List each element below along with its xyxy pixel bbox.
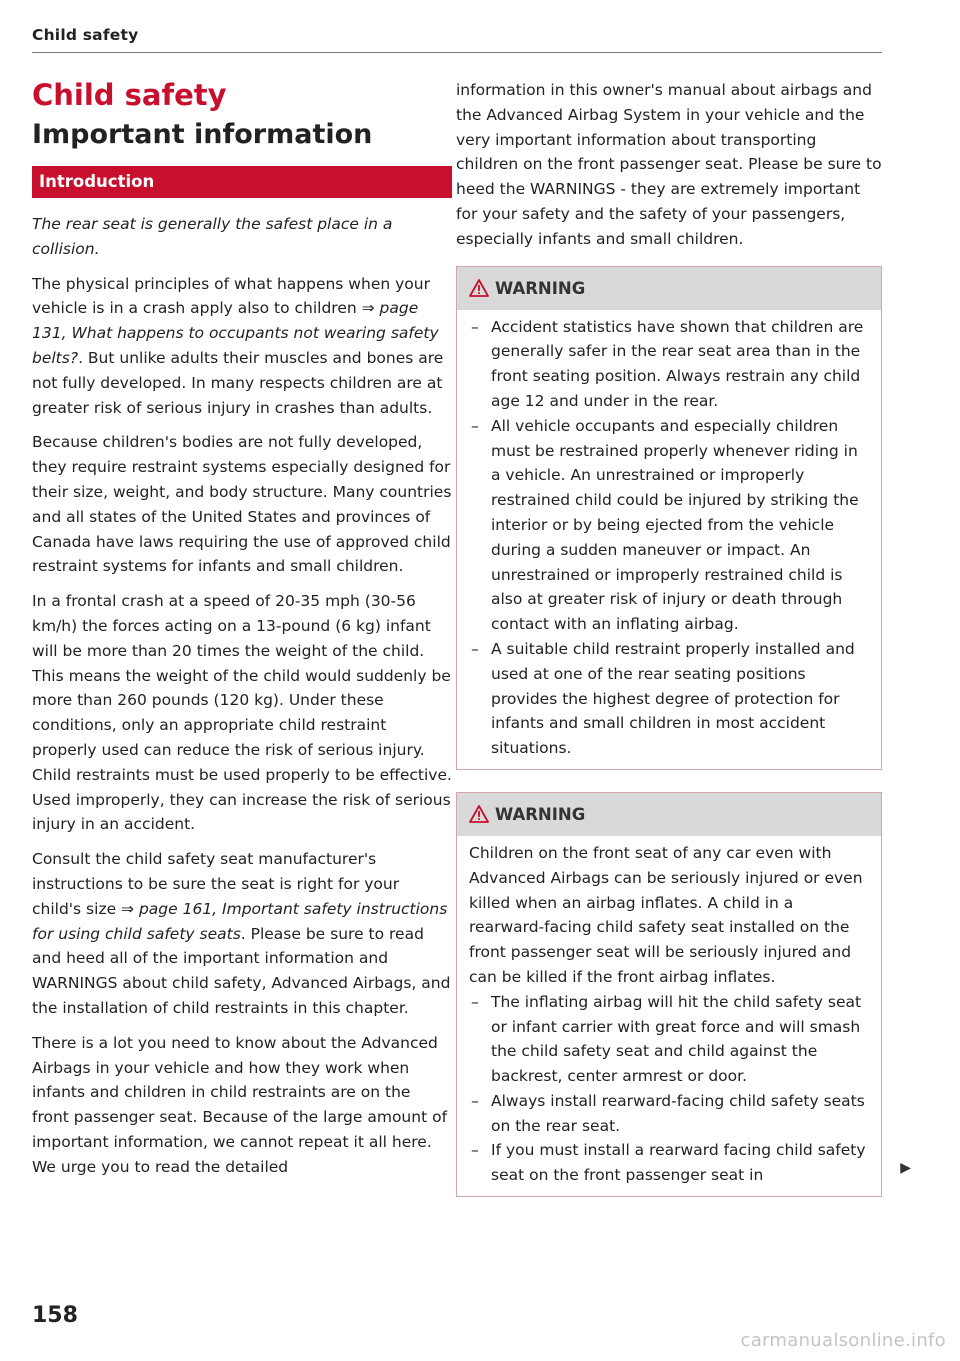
watermark: carmanualsonline.info (740, 1330, 946, 1351)
list-item: – The inflating airbag will hit the child safety seat or infant carrier with great force and will smash the child safety seat and child against the backrest, center armrest or door. (469, 990, 869, 1089)
section-title: Important information (32, 119, 373, 150)
text: . Please be sure to read and heed all of the important information and WARNINGS about child safety, Advanced Airbags, and the installation of child restraints in this chapter. (32, 924, 451, 1017)
continue-arrow-icon: ▶ (900, 1160, 911, 1177)
list-item: – All vehicle occupants and especially children must be restrained properly whenever riding in a vehicle. An unrestrained or improperly restrained child could be injured by striking the interior or by being ejected from the vehicle during a sudden maneuver or impact. An unrestrained or improperly restrained child is also at greater risk of injury or death through contact with an inflating airbag. (469, 414, 869, 637)
running-head: Child safety (32, 26, 139, 44)
warning-list (469, 315, 869, 761)
lead-paragraph: The rear seat is generally the safest place in a collision. (32, 215, 393, 258)
paragraph-physics (32, 272, 452, 421)
warning-box (456, 266, 882, 770)
left-column (32, 78, 452, 1179)
warning-box (456, 792, 911, 1197)
paragraph-crash-forces: In a frontal crash at a speed of 20-35 mph (30-56 km/h) the forces acting on a 13-pound (6 kg) infant will be more than 20 times the weight of the child. This means the weight of the child would suddenly be more than 260 pounds (120 kg). Under these conditions, only an appropriate child restraint properly used can reduce the risk of serious injury. Child restraints must be used properly to be effective. Used improperly, they can increase the risk of serious injury in an accident. (32, 592, 452, 834)
list-item: – A suitable child restraint properly installed and used at one of the rear seating positions provides the highest degree of protection for infants and small children in most accident situations. (469, 637, 869, 761)
warning-intro: Children on the front seat of any car even with Advanced Airbags can be seriously injured or even killed when an airbag inflates. A child in a rearward-facing child safety seat installed on the front passenger seat will be seriously injured and can be killed if the front airbag inflates. (469, 843, 863, 986)
warning-triangle-icon (469, 279, 489, 297)
page-reference-link[interactable]: ⇒ page 161, Important safety instructions for using child safety seats (32, 899, 448, 943)
list-item: – Always install rearward-facing child safety seats on the rear seat. (469, 1089, 869, 1139)
warning-label: WARNING (495, 278, 586, 298)
chapter-title: Child safety (32, 78, 227, 112)
paragraph-consult (32, 847, 452, 1021)
paragraph-airbags: There is a lot you need to know about the Advanced Airbags in your vehicle and how they work when infants and children in child restraints are on the front passenger seat. Because of the large amount of important information, we cannot repeat it all here. We urge you to read the detailed (32, 1033, 448, 1176)
page-number: 158 (32, 1303, 78, 1328)
warning-header (457, 267, 881, 310)
list-item: – If you must install a rearward facing child safety seat on the front passenger seat in (469, 1138, 869, 1188)
paragraph-continued: information in this owner's manual about airbags and the Advanced Airbag System in your vehicle and the very important information about transporting children on the front passenger seat. Please be sure to heed the WARNINGS - they are extremely important for your safety and the safety of your passengers, especially infants and small children. (456, 81, 882, 248)
text: . But unlike adults their muscles and bones are not fully developed. In many respects children are at greater risk of serious injury in crashes than adults. (32, 348, 444, 417)
text: The physical principles of what happens when your vehicle is in a crash apply also to children (32, 274, 430, 318)
warning-header (457, 793, 881, 836)
warning-body (457, 310, 881, 769)
warning-list (469, 990, 869, 1188)
right-column (456, 78, 911, 1197)
paragraph-bodies: Because children's bodies are not fully developed, they require restraint systems especially designed for their size, weight, and body structure. Many countries and all states of the United States and provinces of Canada have laws requiring the use of approved child restraint systems for infants and small children. (32, 433, 452, 576)
warning-triangle-icon (469, 805, 489, 823)
intro-heading: Introduction (32, 166, 452, 198)
page-reference-link[interactable]: ⇒ page 131, What happens to occupants not wearing safety belts? (32, 299, 439, 367)
text: Consult the child safety seat manufacturer's instructions to be sure the seat is right for your child's size (32, 850, 400, 918)
warning-label: WARNING (495, 804, 586, 824)
list-item: – Accident statistics have shown that children are generally safer in the rear seat area than in the front seating position. Always restrain any child age 12 and under in the rear. (469, 315, 869, 414)
warning-body (457, 836, 881, 1196)
header-divider (32, 52, 882, 53)
